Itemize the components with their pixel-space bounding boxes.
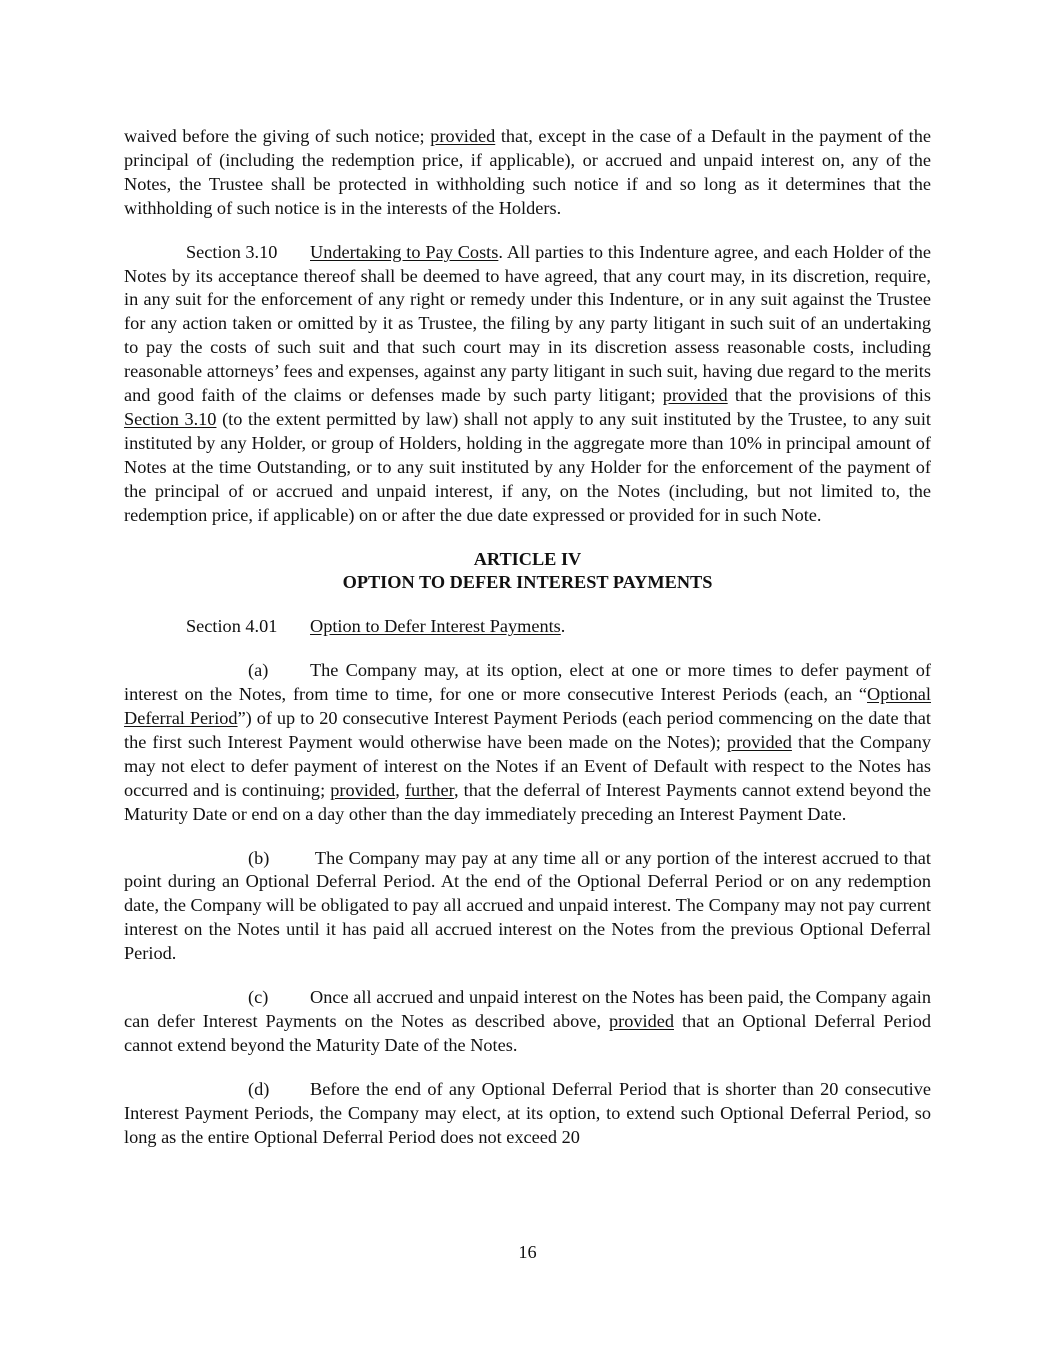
provided-term: provided	[330, 779, 396, 800]
provided-term: provided	[662, 385, 728, 406]
section-3-10-paragraph: Section 3.10 Undertaking to Pay Costs. All parties to this Indenture agree, and each Holder of the Notes by its acceptance thereof shall be deemed to have agreed, that any court may, in its discretion, require, in any suit for the enforcement of any right or remedy under this Indenture, or in any suit against the Trustee for any action taken or omitted by it as Trustee, the filing by any party litigant in such suit of an undertaking to pay the costs of such suit and that such court may in its discretion assess reasonable costs, including reasonable attorneys’ fees and expenses, against any party litigant in such suit, having due regard to the merits and good faith of the claims or defenses made by such party litigant; provided that the provisions of this Section 3.10 (to the extent permitted by law) shall not apply to any suit instituted by the Trustee, to any suit instituted by any Holder, or group of Holders, holding in the aggregate more than 10% in principal amount of Notes at the time Outstanding, or to any suit instituted by any Holder for the enforcement of the payment of the principal of or accrued and unpaid interest, if any, on the Notes (including, but not limited to, the redemption price, if applicable) on or after the due date expressed or provided for in such Note.	[124, 241, 931, 525]
clause-c: (c) Once all accrued and unpaid interest on the Notes has been paid, the Company again can defer Interest Payments on the Notes as described above, provided that an Optional Deferral Period cannot extend beyond the Maturity Date of the Notes.	[124, 987, 931, 1055]
article-number: ARTICLE IV	[473, 548, 582, 569]
clause-label: (a)	[248, 660, 269, 681]
section-heading: Option to Defer Interest Payments	[310, 616, 561, 637]
clause-a: (a) The Company may, at its option, elect at one or more times to defer payment of interest on the Notes, from time to time, for one or more consecutive Interest Periods (each, an “Optional Deferral Period”) of up to 20 consecutive Interest Payment Periods (each period commencing on the date that the first such Interest Payment would otherwise have been made on the Notes); provided that the Company may not elect to defer payment of interest on the Notes if an Event of Default with respect to the Notes has occurred and is continuing; provided, further, that the deferral of Interest Payments cannot extend beyond the Maturity Date or end on a day other than the day immediately preceding an Interest Payment Date.	[124, 660, 931, 824]
provided-term: provided	[726, 731, 792, 752]
page-number: 16	[518, 1242, 537, 1262]
clause-d: (d) Before the end of any Optional Deferral Period that is shorter than 20 consecutive Interest Payment Periods, the Company may elect, at its option, to extend such Optional Deferral Period, so long as the entire Optional Deferral Period does not exceed 20	[124, 1078, 931, 1147]
section-heading: Undertaking to Pay Costs	[310, 241, 499, 262]
document-page	[124, 125, 931, 1150]
article-title: OPTION TO DEFER INTEREST PAYMENTS	[342, 572, 713, 593]
clause-label: (b)	[248, 847, 270, 868]
clause-label: (d)	[248, 1078, 270, 1099]
further-term: further	[404, 779, 454, 800]
section-reference: Section 3.10	[124, 408, 217, 429]
section-number: Section 3.10	[186, 241, 278, 262]
clause-b: (b) The Company may pay at any time all or any portion of the interest accrued to that point during an Optional Deferral Period. At the end of the Optional Deferral Period or on any redemption date, the Company will be obligated to pay all accrued and unpaid interest. The Company may not pay current interest on the Notes until it has paid all accrued interest on the Notes from the previous Optional Deferral Period.	[124, 847, 931, 964]
section-4-01-heading: Section 4.01 Option to Defer Interest Payments.	[124, 615, 931, 639]
provided-term: provided	[430, 126, 496, 146]
clause-label: (c)	[248, 987, 269, 1008]
provided-term: provided	[609, 1011, 674, 1031]
section-number: Section 4.01	[186, 616, 278, 637]
continued-paragraph: waived before the giving of such notice; provided that, except in the case of a Default in the payment of the principal of (including the redemption price, if applicable), or accrued and unpaid interest on, any of the Notes, the Trustee shall be protected in withholding such notice if and so long as it determines that the withholding of such notice is in the interests of the Holders.	[124, 126, 931, 218]
defined-term: Optional Deferral Period	[124, 684, 931, 729]
